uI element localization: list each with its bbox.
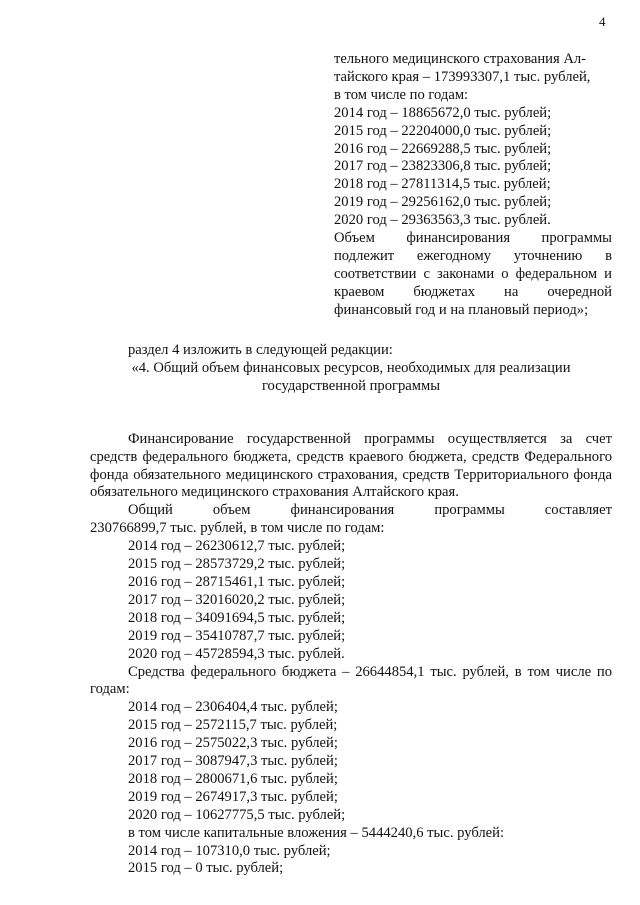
passport-year-line: 2017 год – 23823306,8 тыс. рублей; bbox=[334, 158, 552, 175]
total-word: финансирования bbox=[290, 502, 395, 519]
passport-line: в том числе по годам: bbox=[334, 86, 469, 103]
total-year-line: 2019 год – 35410787,7 тыс. рублей; bbox=[128, 627, 346, 644]
passport-year-line: 2019 год – 29256162,0 тыс. рублей; bbox=[334, 194, 552, 211]
page-number: 4 bbox=[599, 14, 606, 29]
federal-year-line: 2017 год – 3087947,3 тыс. рублей; bbox=[128, 753, 338, 770]
federal-year-line: 2019 год – 2674917,3 тыс. рублей; bbox=[128, 788, 338, 805]
total-year-line: 2016 год – 28715461,1 тыс. рублей; bbox=[128, 573, 346, 590]
section-heading: «4. Общий объем финансовых ресурсов, необходимых для реализации государственной программы bbox=[131, 359, 571, 394]
spacer bbox=[90, 396, 612, 431]
total-word: программы bbox=[434, 502, 505, 519]
total-line bbox=[90, 502, 612, 520]
federal-year-line: 2018 год – 2800671,6 тыс. рублей; bbox=[128, 770, 338, 787]
financing-paragraph: Финансирование государственной программы осуществляется за счет средств федерального бюджета, средств краевого бюджета, средств Федерального фонда обязательного медицинского страхования, средств Территориального фонда обязательного медицинского страхования Алтайского края. bbox=[90, 430, 612, 501]
main-text bbox=[90, 342, 612, 878]
total-continuation: 230766899,7 тыс. рублей, в том числе по годам: bbox=[90, 520, 385, 537]
federal-budget-paragraph: Средства федерального бюджета – 26644854,1 тыс. рублей, в том числе по годам: bbox=[90, 663, 612, 698]
total-year-line: 2020 год – 45728594,3 тыс. рублей. bbox=[128, 645, 345, 662]
total-word: объем bbox=[212, 502, 251, 519]
total-word: составляет bbox=[544, 502, 612, 519]
federal-year-line: 2020 год – 10627775,5 тыс. рублей; bbox=[128, 806, 346, 823]
federal-year-line: 2015 год – 2572115,7 тыс. рублей; bbox=[128, 717, 338, 734]
capital-year-line: 2015 год – 0 тыс. рублей; bbox=[128, 860, 284, 877]
passport-line: тайского края – 173993307,1 тыс. рублей, bbox=[334, 68, 591, 85]
federal-year-line: 2014 год – 2306404,4 тыс. рублей; bbox=[128, 699, 338, 716]
total-year-line: 2014 год – 26230612,7 тыс. рублей; bbox=[128, 538, 346, 555]
total-word: Общий bbox=[128, 502, 173, 519]
passport-line: тельного медицинского страхования Ал- bbox=[334, 51, 587, 67]
passport-year-line: 2014 год – 18865672,0 тыс. рублей; bbox=[334, 104, 552, 121]
passport-year-line: 2015 год – 22204000,0 тыс. рублей; bbox=[334, 122, 552, 139]
passport-year-line: 2018 год – 27811314,5 тыс. рублей; bbox=[334, 176, 551, 193]
passport-year-line: 2016 год – 22669288,5 тыс. рублей; bbox=[334, 140, 552, 157]
capital-investment-line: в том числе капитальные вложения – 5444240,6 тыс. рублей: bbox=[128, 824, 505, 841]
total-year-line: 2015 год – 28573729,2 тыс. рублей; bbox=[128, 556, 346, 573]
section-intro: раздел 4 изложить в следующей редакции: bbox=[128, 342, 393, 358]
passport-note: Объем финансирования программы подлежит ежегодному уточнению в соответствии с законами о федеральном и краевом бюджетах на очередной финансовый год и на плановый период»; bbox=[334, 230, 612, 318]
federal-year-line: 2016 год – 2575022,3 тыс. рублей; bbox=[128, 735, 338, 752]
capital-year-line: 2014 год – 107310,0 тыс. рублей; bbox=[128, 842, 331, 859]
total-year-line: 2018 год – 34091694,5 тыс. рублей; bbox=[128, 609, 346, 626]
program-passport-continuation bbox=[334, 51, 612, 320]
total-year-line: 2017 год – 32016020,2 тыс. рублей; bbox=[128, 591, 346, 608]
passport-year-line: 2020 год – 29363563,3 тыс. рублей. bbox=[334, 212, 551, 229]
